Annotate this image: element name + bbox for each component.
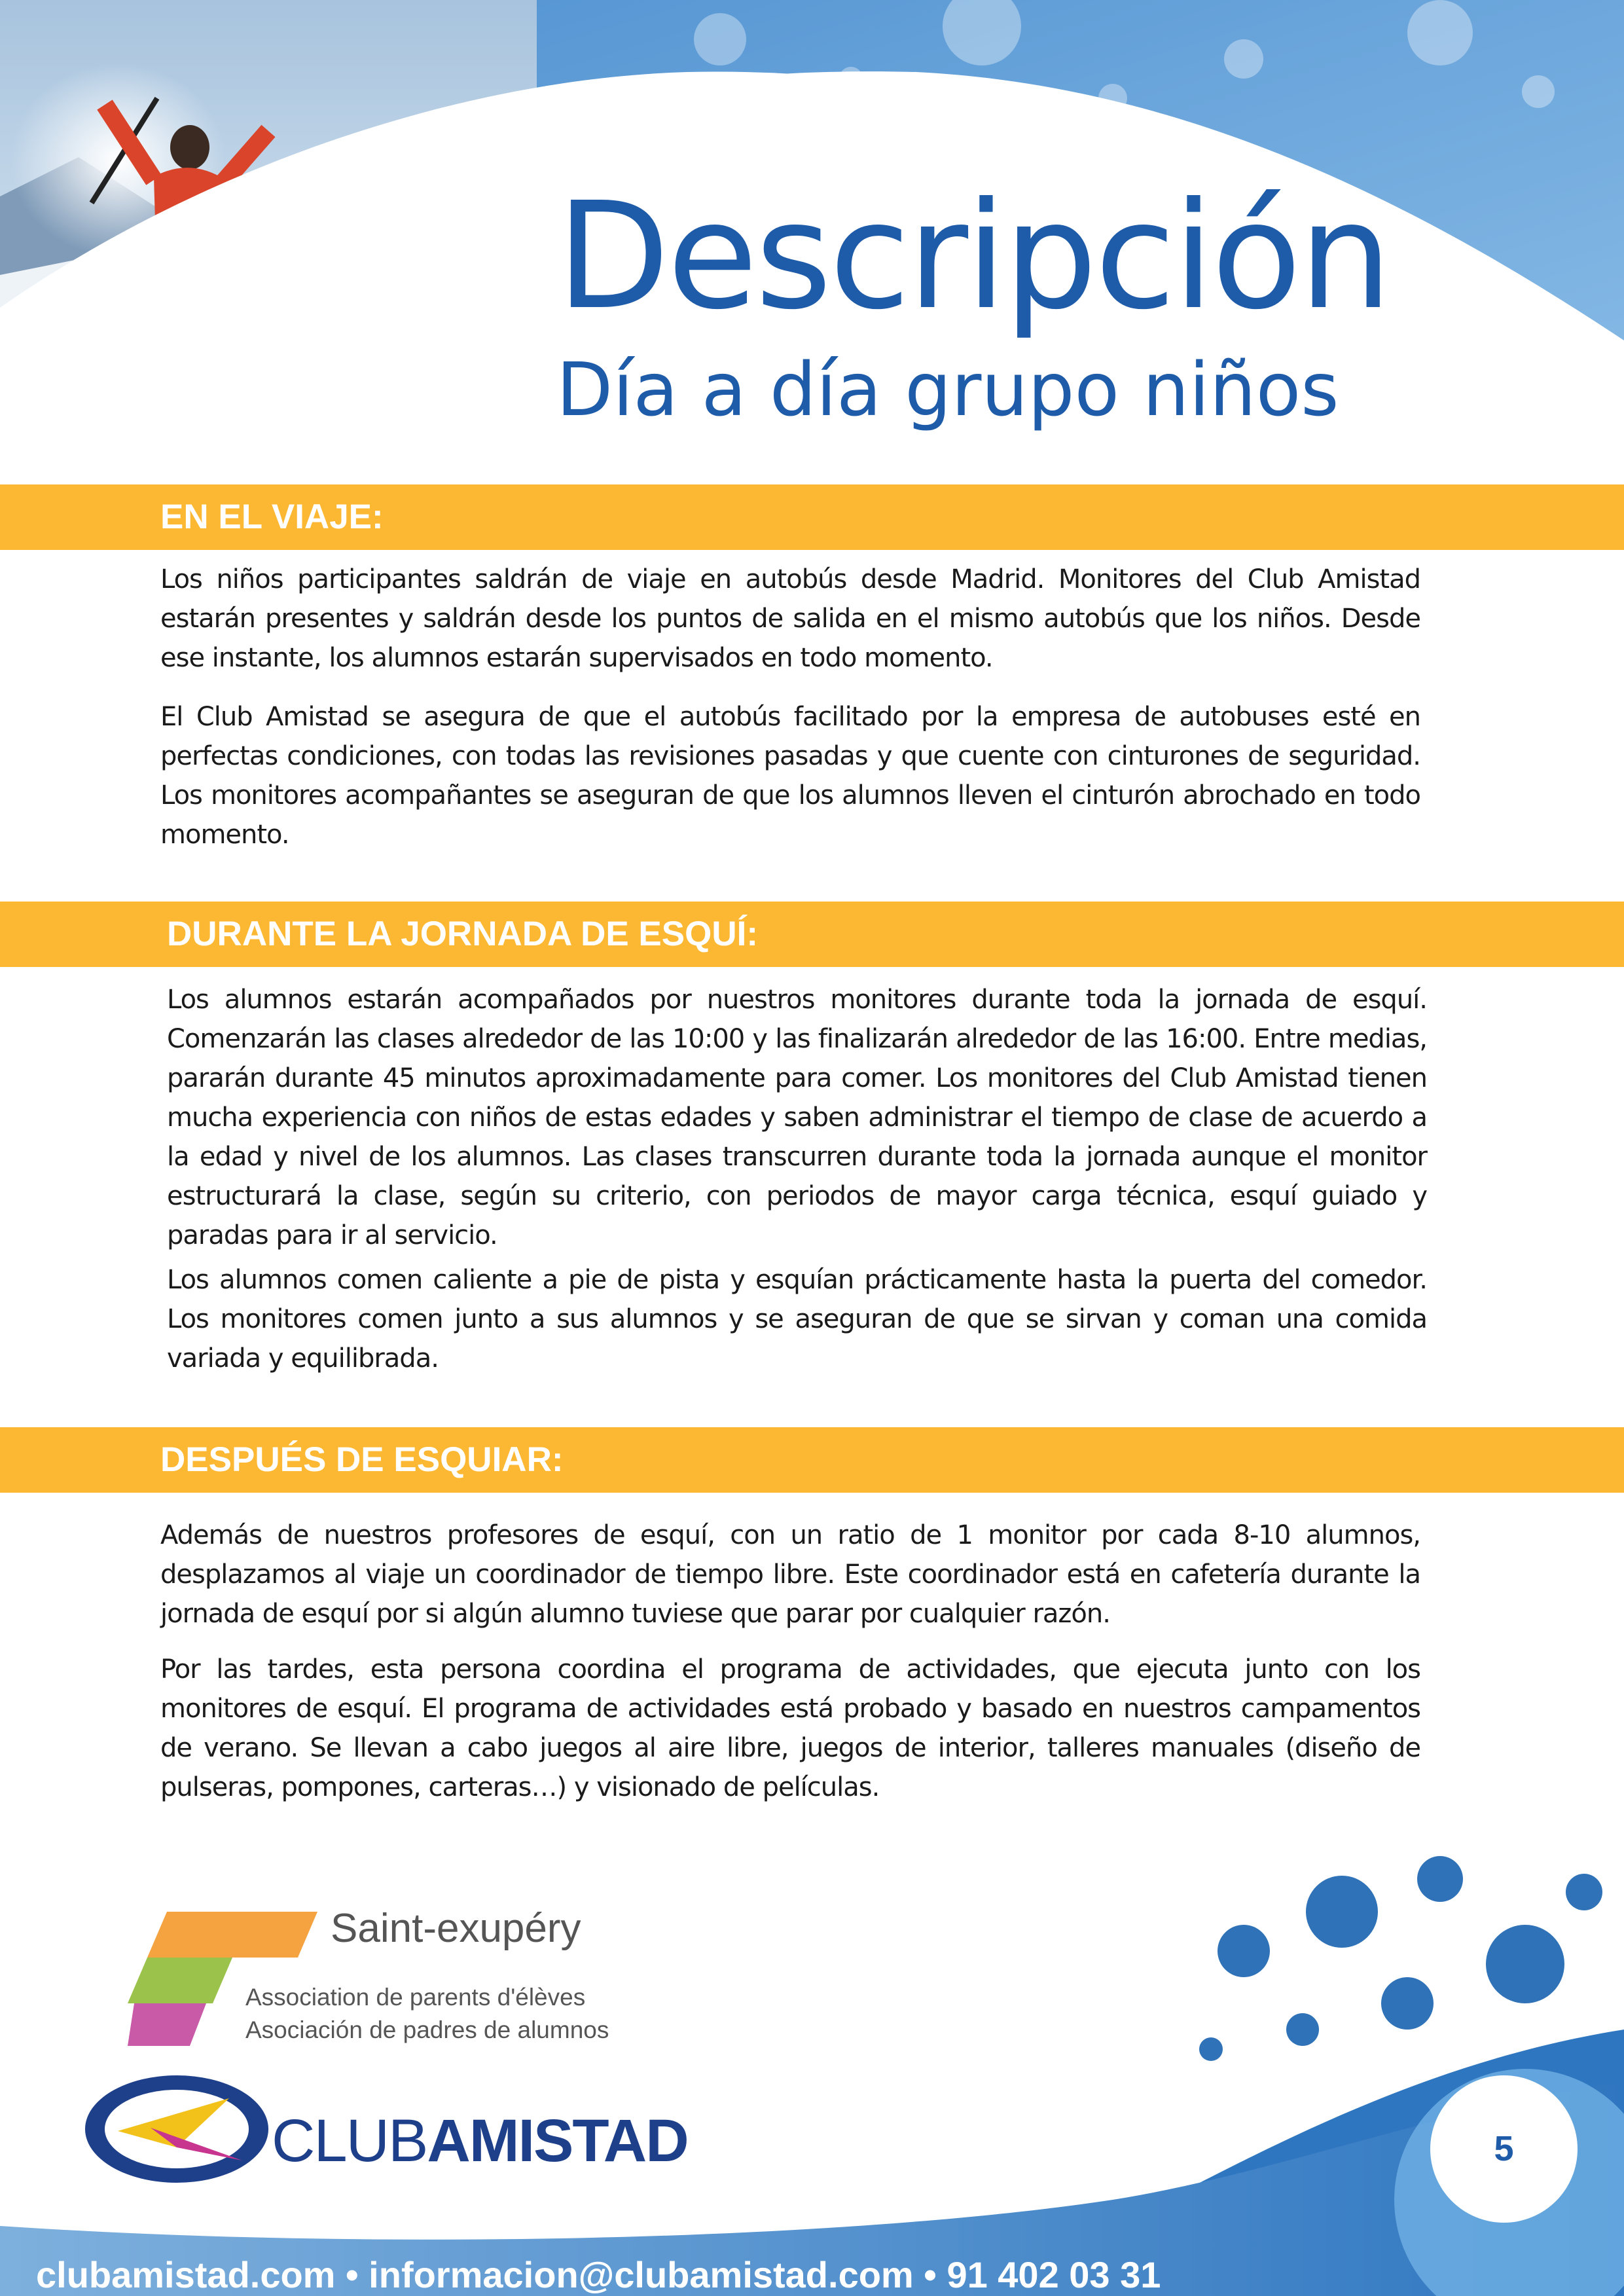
page-number: 5 — [1494, 2129, 1514, 2168]
paragraph: Por las tardes, esta persona coordina el programa de actividades, que ejecuta junto con los monitores de esquí. El programa de actividades está probado y basado en nuestros campamentos de verano. Se llevan a cabo juegos al aire libre, juegos de interior, talleres manuales (diseño de pulseras, pompones, carteras…) y visionado de películas. — [160, 1654, 1420, 1802]
club-amistad-name — [272, 2107, 688, 2176]
section-heading: EN EL VIAJE: — [160, 498, 384, 536]
club-name-bold: AMISTAD — [427, 2107, 688, 2174]
paragraph: Los alumnos comen caliente a pie de pista y esquían prácticamente hasta la puerta del comedor. Los monitores comen junto a sus alumnos y se aseguran de que se sirvan y coman una comida variada y equilibrada. — [167, 1265, 1427, 1374]
club-amistad-logo-mark — [79, 2069, 275, 2187]
paragraph: Además de nuestros profesores de esquí, con un ratio de 1 monitor por cada 8-10 alumnos, desplazamos al viaje un coordinador de tiempo libre. Este coordinador está en cafetería durante la jornada de esquí por si algún alumno tuviese que parar por cualquier razón. — [160, 1520, 1420, 1629]
section-bar-viaje — [0, 484, 1624, 550]
club-name-light: CLUB — [272, 2107, 427, 2174]
footer-contact: clubamistad.com • informacion@clubamistad.com • 91 402 03 31 — [36, 2254, 1161, 2295]
footer-banner — [0, 1833, 1624, 2296]
ape-name: Saint-exupéry — [331, 1906, 581, 1951]
paragraph: Los niños participantes saldrán de viaje en autobús desde Madrid. Monitores del Club Amistad estarán presentes y saldrán desde los puntos de salida en el mismo autobús que los niños. Desde ese instante, los alumnos estarán supervisados en todo momento. — [160, 564, 1420, 673]
page-title: Descripción — [556, 171, 1390, 342]
paragraph: El Club Amistad se asegura de que el autobús facilitado por la empresa de autobuses esté en perfectas condiciones, con todas las revisiones pasadas y que cuente con cinturones de seguridad. Los monitores acompañantes se aseguran de que los alumnos lleven el cinturón abrochado en todo momento. — [160, 702, 1420, 850]
section-bar-despues — [0, 1427, 1624, 1493]
ape-logo — [128, 1905, 609, 2056]
section-heading: DURANTE LA JORNADA DE ESQUÍ: — [167, 915, 758, 953]
page-subtitle: Día a día grupo niños — [556, 348, 1339, 433]
section-bar-jornada — [0, 902, 1624, 967]
paragraph: Los alumnos estarán acompañados por nuestros monitores durante toda la jornada de esquí. Comenzarán las clases alrededor de las 10:00 y las finalizarán alrededor de las 16:00. Entre medias, pararán durante 45 minutos aproximadamente para comer. Los monitores del Club Amistad tienen mucha experiencia con niños de estas edades y saben administrar el tiempo de clase de acuerdo a la edad y nivel de los alumnos. Las clases transcurren durante toda la jornada aunque el monitor estructurará la clase, según su criterio, con periodos de mayor carga técnica, esquí guiado y paradas para ir al servicio. — [167, 985, 1427, 1250]
section-heading: DESPUÉS DE ESQUIAR: — [160, 1440, 564, 1479]
ape-line1: Association de parents d'élèves — [245, 1984, 586, 2011]
ape-line2: Asociación de padres de alumnos — [245, 2016, 609, 2043]
